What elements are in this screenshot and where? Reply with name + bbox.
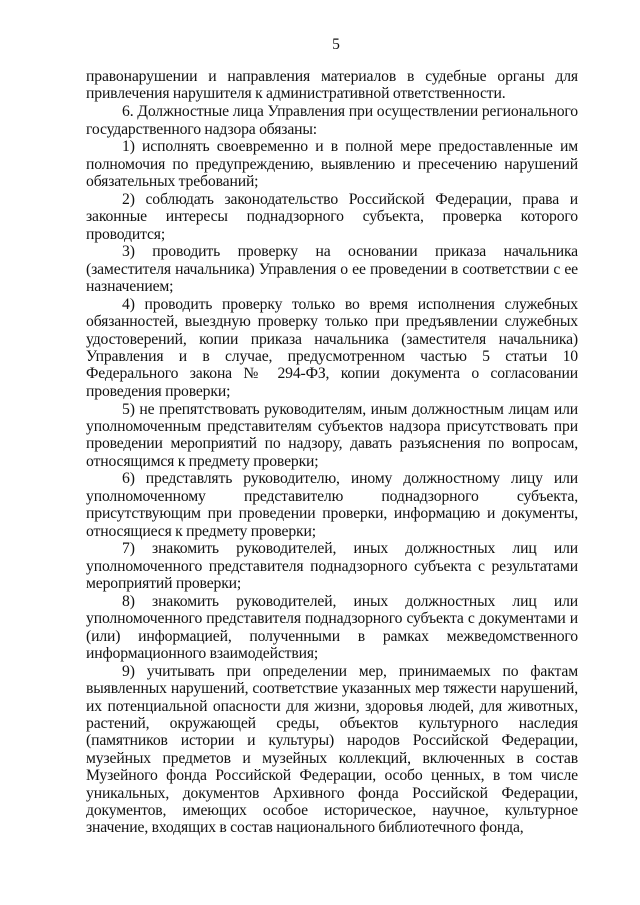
paragraph-item-7: 7) знакомить руководителей, иных должностных лиц или уполномоченного представителя поднадзорного субъекта с результатами мероприятий проверки; — [86, 540, 578, 593]
page-number: 5 — [332, 36, 340, 53]
paragraph-item-4: 4) проводить проверку только во время исполнения служебных обязанностей, выездную проверку только при предъявлении служебных удостоверений, копии приказа начальника (заместителя начальника) Управления и в случае, предусмотренном частью 5 статьи 10 Федерального закона № 294-ФЗ, копии документа о согласовании проведения проверки; — [86, 295, 578, 400]
paragraph-item-2: 2) соблюдать законодательство Российской Федерации, права и законные интересы поднадзорного субъекта, проверка которого проводится; — [86, 190, 578, 243]
paragraph-item-8: 8) знакомить руководителей, иных должностных лиц или уполномоченного представителя поднадзорного субъекта с документами и (или) информацией, полученными в рамках межведомственного информационного взаимодействия; — [86, 592, 578, 663]
paragraph-continuation: правонарушении и направления материалов в судебные органы для привлечения нарушителя к административной ответственности. — [86, 68, 578, 103]
paragraph-item-5: 5) не препятствовать руководителям, иным должностным лицам или уполномоченным представителям субъектов надзора присутствовать при проведении мероприятий по надзору, давать разъяснения по вопросам, относящимся к предмету проверки; — [86, 400, 578, 470]
paragraph-item-6: 6) представлять руководителю, иному должностному лицу или уполномоченному представителю поднадзорного субъекта, присутствующим при проведении проверки, информацию и документы, относящиеся к предмету проверки; — [86, 470, 578, 540]
paragraph-item-1: 1) исполнять своевременно и в полной мере предоставленные им полномочия по предупреждению, выявлению и пресечению нарушений обязательных требований; — [86, 138, 578, 191]
paragraph-clause-6: 6. Должностные лица Управления при осуществлении регионального государственного надзора обязаны: — [86, 103, 578, 138]
document-page — [86, 36, 578, 837]
paragraph-item-3: 3) проводить проверку на основании приказа начальника (заместителя начальника) Управления о ее проведении в соответствии с ее назначением; — [86, 243, 578, 296]
paragraph-item-9: 9) учитывать при определении мер, принимаемых по фактам выявленных нарушений, соответствие указанных мер тяжести нарушений, их потенциальной опасности для жизни, здоровья людей, для животных, растений, окружающей среды, объектов культурного наследия (памятников истории и культуры) народов Российской Федерации, музейных предметов и музейных коллекций, включенных в состав Музейного фонда Российской Федерации, особо ценных, в том числе уникальных, документов Архивного фонда Российской Федерации, документов, имеющих особое историческое, научное, культурное значение, входящих в состав национального библиотечного фонда, — [86, 662, 578, 837]
